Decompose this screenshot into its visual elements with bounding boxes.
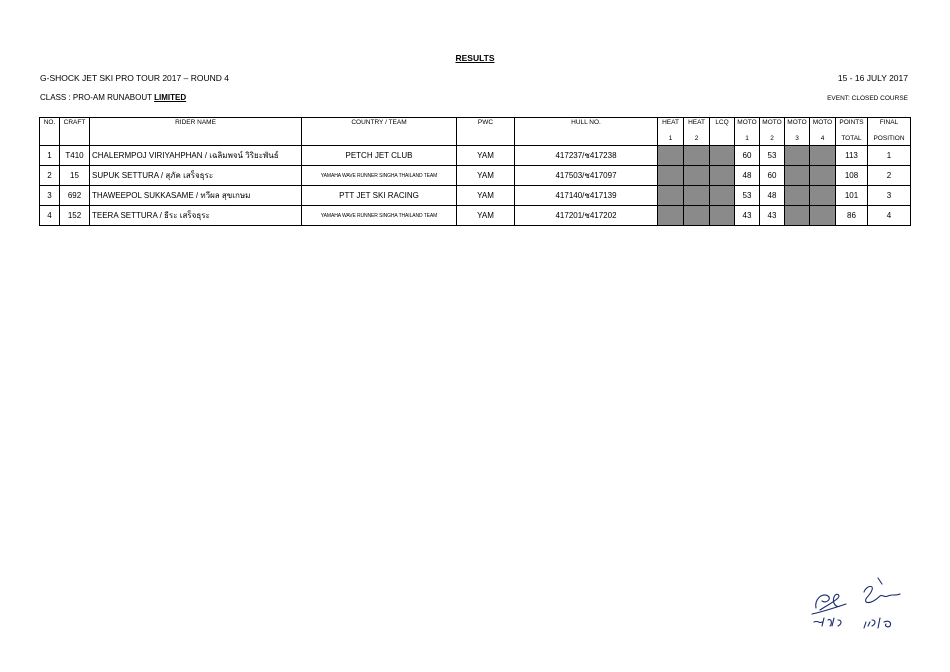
table-row [40, 146, 911, 166]
cell-pwc: YAM [457, 166, 515, 186]
cell-rider-name: SUPUK SETTURA / สุภัค เสร็จธุระ [90, 166, 302, 186]
table-body [40, 146, 911, 226]
col-final: FINAL [868, 118, 911, 133]
cell-country-team: PTT JET SKI RACING [302, 186, 457, 206]
cell-moto4 [810, 186, 836, 206]
cell-craft: 152 [60, 206, 90, 226]
cell-country-team: PETCH JET CLUB [302, 146, 457, 166]
cell-points-total: 101 [836, 186, 868, 206]
cell-lcq [710, 146, 735, 166]
cell-pwc: YAM [457, 206, 515, 226]
cell-craft: 15 [60, 166, 90, 186]
cell-moto2: 48 [760, 186, 785, 206]
cell-heat2 [684, 166, 710, 186]
cell-hull-no: 417237/ช417238 [515, 146, 658, 166]
col-no: NO. [40, 118, 60, 146]
cell-heat1 [658, 186, 684, 206]
class-line [40, 93, 186, 102]
cell-final-position: 4 [868, 206, 911, 226]
col-moto2: MOTO [760, 118, 785, 133]
table-header [40, 118, 911, 146]
cell-no: 2 [40, 166, 60, 186]
cell-final-position: 2 [868, 166, 911, 186]
col-moto1-number: 1 [735, 132, 760, 146]
cell-no: 4 [40, 206, 60, 226]
event-title: G-SHOCK JET SKI PRO TOUR 2017 – ROUND 4 [40, 73, 229, 83]
cell-final-position: 3 [868, 186, 911, 206]
cell-hull-no: 417503/ช417097 [515, 166, 658, 186]
cell-heat1 [658, 206, 684, 226]
cell-rider-name: TEERA SETTURA / ธีระ เสร็จธุระ [90, 206, 302, 226]
cell-lcq [710, 186, 735, 206]
cell-hull-no: 417201/ช417202 [515, 206, 658, 226]
cell-points-total: 86 [836, 206, 868, 226]
col-pwc: PWC [457, 118, 515, 146]
cell-moto4 [810, 166, 836, 186]
cell-craft: 692 [60, 186, 90, 206]
cell-country-team: YAMAHA WAVE RUNNER SINGHA THAILAND TEAM [302, 206, 457, 226]
cell-moto3 [785, 206, 810, 226]
cell-lcq [710, 206, 735, 226]
cell-no: 1 [40, 146, 60, 166]
cell-heat2 [684, 206, 710, 226]
col-hull-no: HULL NO. [515, 118, 658, 146]
col-heat1: HEAT [658, 118, 684, 133]
results-table [39, 117, 911, 226]
cell-heat1 [658, 146, 684, 166]
cell-heat1 [658, 166, 684, 186]
col-moto4: MOTO [810, 118, 836, 133]
cell-moto2: 53 [760, 146, 785, 166]
col-lcq: LCQ [710, 118, 735, 146]
cell-points-total: 113 [836, 146, 868, 166]
cell-moto3 [785, 186, 810, 206]
col-moto3-number: 3 [785, 132, 810, 146]
col-moto4-number: 4 [810, 132, 836, 146]
handwritten-signature [808, 570, 908, 630]
table-row [40, 166, 911, 186]
cell-moto1: 43 [735, 206, 760, 226]
cell-country-team: YAMAHA WAVE RUNNER SINGHA THAILAND TEAM [302, 166, 457, 186]
table-row [40, 186, 911, 206]
cell-moto2: 60 [760, 166, 785, 186]
cell-points-total: 108 [836, 166, 868, 186]
col-rider-name: RIDER NAME [90, 118, 302, 146]
cell-lcq [710, 166, 735, 186]
cell-rider-name: THAWEEPOL SUKKASAME / ทวีผล สุขเกษม [90, 186, 302, 206]
cell-moto1: 48 [735, 166, 760, 186]
col-final-position: POSITION [868, 132, 911, 146]
cell-moto3 [785, 146, 810, 166]
col-heat1-number: 1 [658, 132, 684, 146]
cell-moto4 [810, 206, 836, 226]
document-title: RESULTS [455, 53, 495, 63]
cell-pwc: YAM [457, 186, 515, 206]
cell-hull-no: 417140/ช417139 [515, 186, 658, 206]
class-label: CLASS : PRO-AM RUNABOUT [40, 93, 155, 102]
col-heat2: HEAT [684, 118, 710, 133]
col-moto1: MOTO [735, 118, 760, 133]
cell-moto2: 43 [760, 206, 785, 226]
cell-heat2 [684, 186, 710, 206]
col-moto2-number: 2 [760, 132, 785, 146]
cell-moto4 [810, 146, 836, 166]
cell-craft: T410 [60, 146, 90, 166]
cell-pwc: YAM [457, 146, 515, 166]
col-points-total: TOTAL [836, 132, 868, 146]
col-craft: CRAFT [60, 118, 90, 146]
cell-moto1: 53 [735, 186, 760, 206]
cell-final-position: 1 [868, 146, 911, 166]
col-moto3: MOTO [785, 118, 810, 133]
event-type: EVENT: CLOSED COURSE [827, 95, 908, 102]
col-points: POINTS [836, 118, 868, 133]
col-heat2-number: 2 [684, 132, 710, 146]
class-value: LIMITED [154, 93, 187, 102]
table-row [40, 206, 911, 226]
event-dates: 15 - 16 JULY 2017 [837, 73, 908, 83]
cell-no: 3 [40, 186, 60, 206]
cell-rider-name: CHALERMPOJ VIRIYAHPHAN / เฉลิมพจน์ วิริยะพันธ์ [90, 146, 302, 166]
cell-moto1: 60 [735, 146, 760, 166]
col-country-team: COUNTRY / TEAM [302, 118, 457, 146]
cell-moto3 [785, 166, 810, 186]
cell-heat2 [684, 146, 710, 166]
